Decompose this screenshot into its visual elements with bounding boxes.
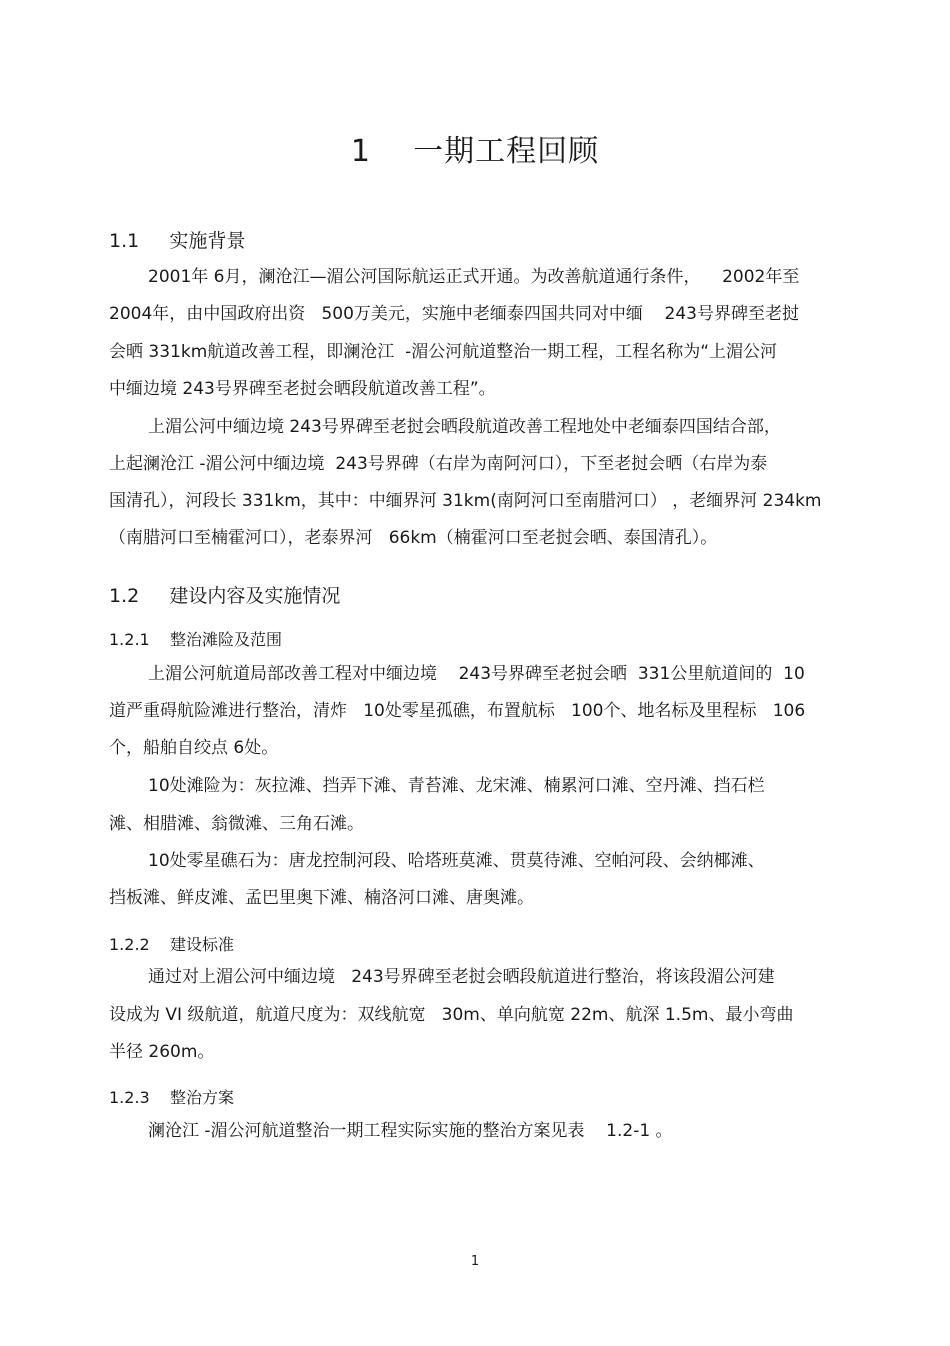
paragraph-line: 2004年，由中国政府出资 500万美元，实施中老缅泰四国共同对中缅 243号界碑至老挝 — [109, 304, 799, 324]
paragraph-line: 上湄公河航道局部改善工程对中缅边境 243号界碑至老挝会晒 331公里航道间的 10 — [148, 664, 805, 684]
paragraph-line: 10处滩险为：灰拉滩、挡弄下滩、青苔滩、龙宋滩、楠累河口滩、空丹滩、挡石栏 — [148, 776, 765, 796]
chapter-title: 1 一期工程回顾 — [350, 134, 600, 169]
paragraph-line: 半径 260m。 — [109, 1042, 215, 1062]
section-heading-1-2: 1.2 建设内容及实施情况 — [109, 585, 341, 607]
paragraph-line: 中缅边境 243号界碑至老挝会晒段航道改善工程”。 — [109, 379, 496, 399]
paragraph-line: 会晒 331km航道改善工程，即澜沧江 -湄公河航道整治一期工程，工程名称为“上湄公河 — [109, 342, 778, 362]
paragraph-line: 2001年 6月，澜沧江—湄公河国际航运正式开通。为改善航道通行条件， 2002年至 — [148, 267, 800, 287]
subsection-heading-1-2-3: 1.2.3 整治方案 — [109, 1088, 235, 1107]
paragraph-line: 澜沧江 -湄公河航道整治一期工程实际实施的整治方案见表 1.2-1 。 — [148, 1121, 673, 1141]
paragraph-line: 滩、相腊滩、翁微滩、三角石滩。 — [109, 814, 364, 834]
paragraph-line: 10处零星礁石为：唐龙控制河段、哈塔班莫滩、贯莫待滩、空帕河段、会纳椰滩、 — [148, 851, 765, 871]
subsection-heading-1-2-1: 1.2.1 整治滩险及范围 — [109, 630, 283, 649]
paragraph-line: 国清孔），河段长 331km，其中：中缅界河 31km(南阿河口至南腊河口） ，老缅界河 234km — [109, 491, 822, 511]
paragraph-line: 上湄公河中缅边境 243号界碑至老挝会晒段航道改善工程地处中老缅泰四国结合部， — [148, 417, 781, 437]
section-heading-1-1: 1.1 实施背景 — [109, 230, 246, 252]
paragraph-line: 个，船舶自绞点 6处。 — [109, 738, 279, 758]
subsection-heading-1-2-2: 1.2.2 建设标准 — [109, 935, 235, 954]
paragraph-line: 通过对上湄公河中缅边境 243号界碑至老挝会晒段航道进行整治，将该段湄公河建 — [148, 967, 775, 987]
paragraph-line: （南腊河口至楠霍河口），老泰界河 66km（楠霍河口至老挝会晒、泰国清孔）。 — [109, 528, 718, 548]
paragraph-line: 设成为 VI 级航道，航道尺度为：双线航宽 30m、单向航宽 22m、航深 1.5m、最小弯曲 — [109, 1005, 794, 1025]
paragraph-line: 挡板滩、鲜皮滩、孟巴里奥下滩、楠洛河口滩、唐奥滩。 — [109, 888, 534, 908]
paragraph-line: 上起澜沧江 -湄公河中缅边境 243号界碑（右岸为南阿河口），下至老挝会晒（右岸为泰 — [109, 454, 768, 474]
page-number: 1 — [470, 1254, 480, 1269]
paragraph-line: 道严重碍航险滩进行整治，清炸 10处零星孤礁，布置航标 100个、地名标及里程标 106 — [109, 701, 806, 721]
